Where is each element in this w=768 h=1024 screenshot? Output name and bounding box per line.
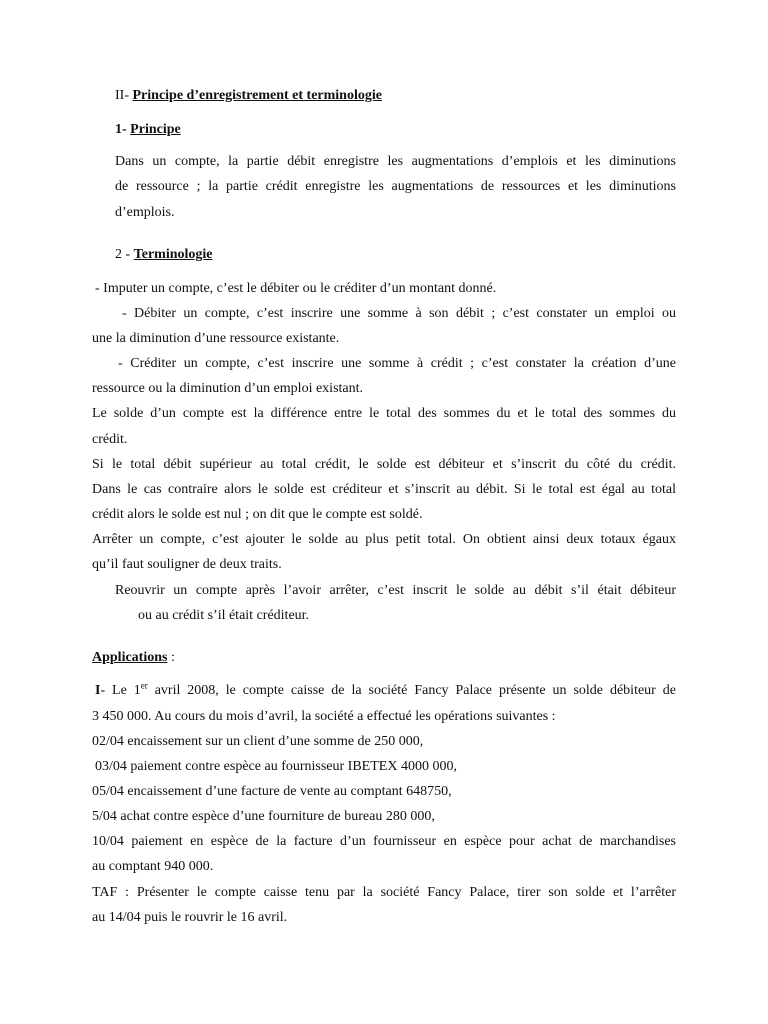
applications-line: 05/04 encaissement d’une facture de vente au comptant 648750,	[92, 784, 452, 799]
applications-line: 10/04 paiement en espèce de la facture d’un fournisseur en espèce pour achat de marchandises	[92, 834, 676, 849]
terminologie-line: crédit.	[92, 432, 128, 447]
applications-line: au comptant 940 000.	[92, 859, 214, 874]
applications-line: 5/04 achat contre espèce d’une fourniture de bureau 280 000,	[92, 809, 435, 824]
terminologie-title: Terminologie	[133, 247, 213, 262]
applications-line: 3 450 000. Au cours du mois d’avril, la société a effectué les opérations suivantes :	[92, 709, 556, 724]
terminologie-line: crédit alors le solde est nul ; on dit que le compte est soldé.	[92, 507, 423, 522]
terminologie-line: Arrêter un compte, c’est ajouter le solde au plus petit total. On obtient ainsi deux totaux égaux	[92, 532, 676, 547]
applications-intro-rest: avril 2008, le compte caisse de la société Fancy Palace présente un solde débiteur de	[147, 683, 676, 698]
terminologie-line: - Imputer un compte, c’est le débiter ou le créditer d’un montant donné.	[95, 281, 497, 296]
section-heading	[115, 83, 382, 108]
terminologie-line: ou au crédit s’il était créditeur.	[138, 608, 310, 623]
terminologie-line: ressource ou la diminution d’un emploi existant.	[92, 381, 364, 396]
terminologie-line: Dans le cas contraire alors le solde est créditeur et s’inscrit au débit. Si le total est égal au total	[92, 482, 676, 497]
applications-intro-line	[95, 678, 676, 703]
applications-line: TAF : Présenter le compte caisse tenu par la société Fancy Palace, tirer son solde et l’arrêter	[92, 885, 676, 900]
terminologie-heading	[115, 242, 212, 267]
applications-line: 03/04 paiement contre espèce au fournisseur IBETEX 4000 000,	[95, 759, 457, 774]
principe-title: Principe	[130, 122, 181, 137]
applications-line: au 14/04 puis le rouvrir le 16 avril.	[92, 910, 288, 925]
section-number: II-	[115, 88, 129, 103]
principe-line: de ressource ; la partie crédit enregistre les augmentations de ressources et les diminutions	[115, 179, 676, 194]
applications-line: 02/04 encaissement sur un client d’une somme de 250 000,	[92, 734, 424, 749]
principe-number: 1-	[115, 122, 127, 137]
terminologie-line: Si le total débit supérieur au total crédit, le solde est débiteur et s’inscrit du côté du crédit.	[92, 457, 676, 472]
terminologie-line: qu’il faut souligner de deux traits.	[92, 557, 282, 572]
applications-title-suffix: :	[167, 650, 175, 665]
applications-intro-prefix: - Le 1	[100, 683, 141, 698]
terminologie-line: Reouvrir un compte après l’avoir arrêter, c’est inscrit le solde au débit s’il était débiteur	[115, 583, 676, 598]
terminologie-line: - Créditer un compte, c’est inscrire une somme à crédit ; c’est constater la création d’une	[118, 356, 676, 371]
applications-intro-sup: er	[140, 680, 148, 691]
terminologie-line: Le solde d’un compte est la différence entre le total des sommes du et le total des sommes du	[92, 406, 676, 421]
section-title: Principe d’enregistrement et terminologie	[132, 88, 382, 103]
principe-line: d’emplois.	[115, 205, 175, 220]
terminologie-number: 2 -	[115, 247, 131, 262]
principe-heading	[115, 117, 181, 142]
applications-intro-label: I	[95, 683, 101, 698]
terminologie-line: - Débiter un compte, c’est inscrire une somme à son débit ; c’est constater un emploi ou	[122, 306, 676, 321]
applications-title: Applications	[92, 650, 168, 665]
terminologie-line: une la diminution d’une ressource existante.	[92, 331, 340, 346]
applications-heading	[92, 645, 175, 670]
principe-line: Dans un compte, la partie débit enregistre les augmentations d’emplois et les diminutions	[115, 154, 676, 169]
